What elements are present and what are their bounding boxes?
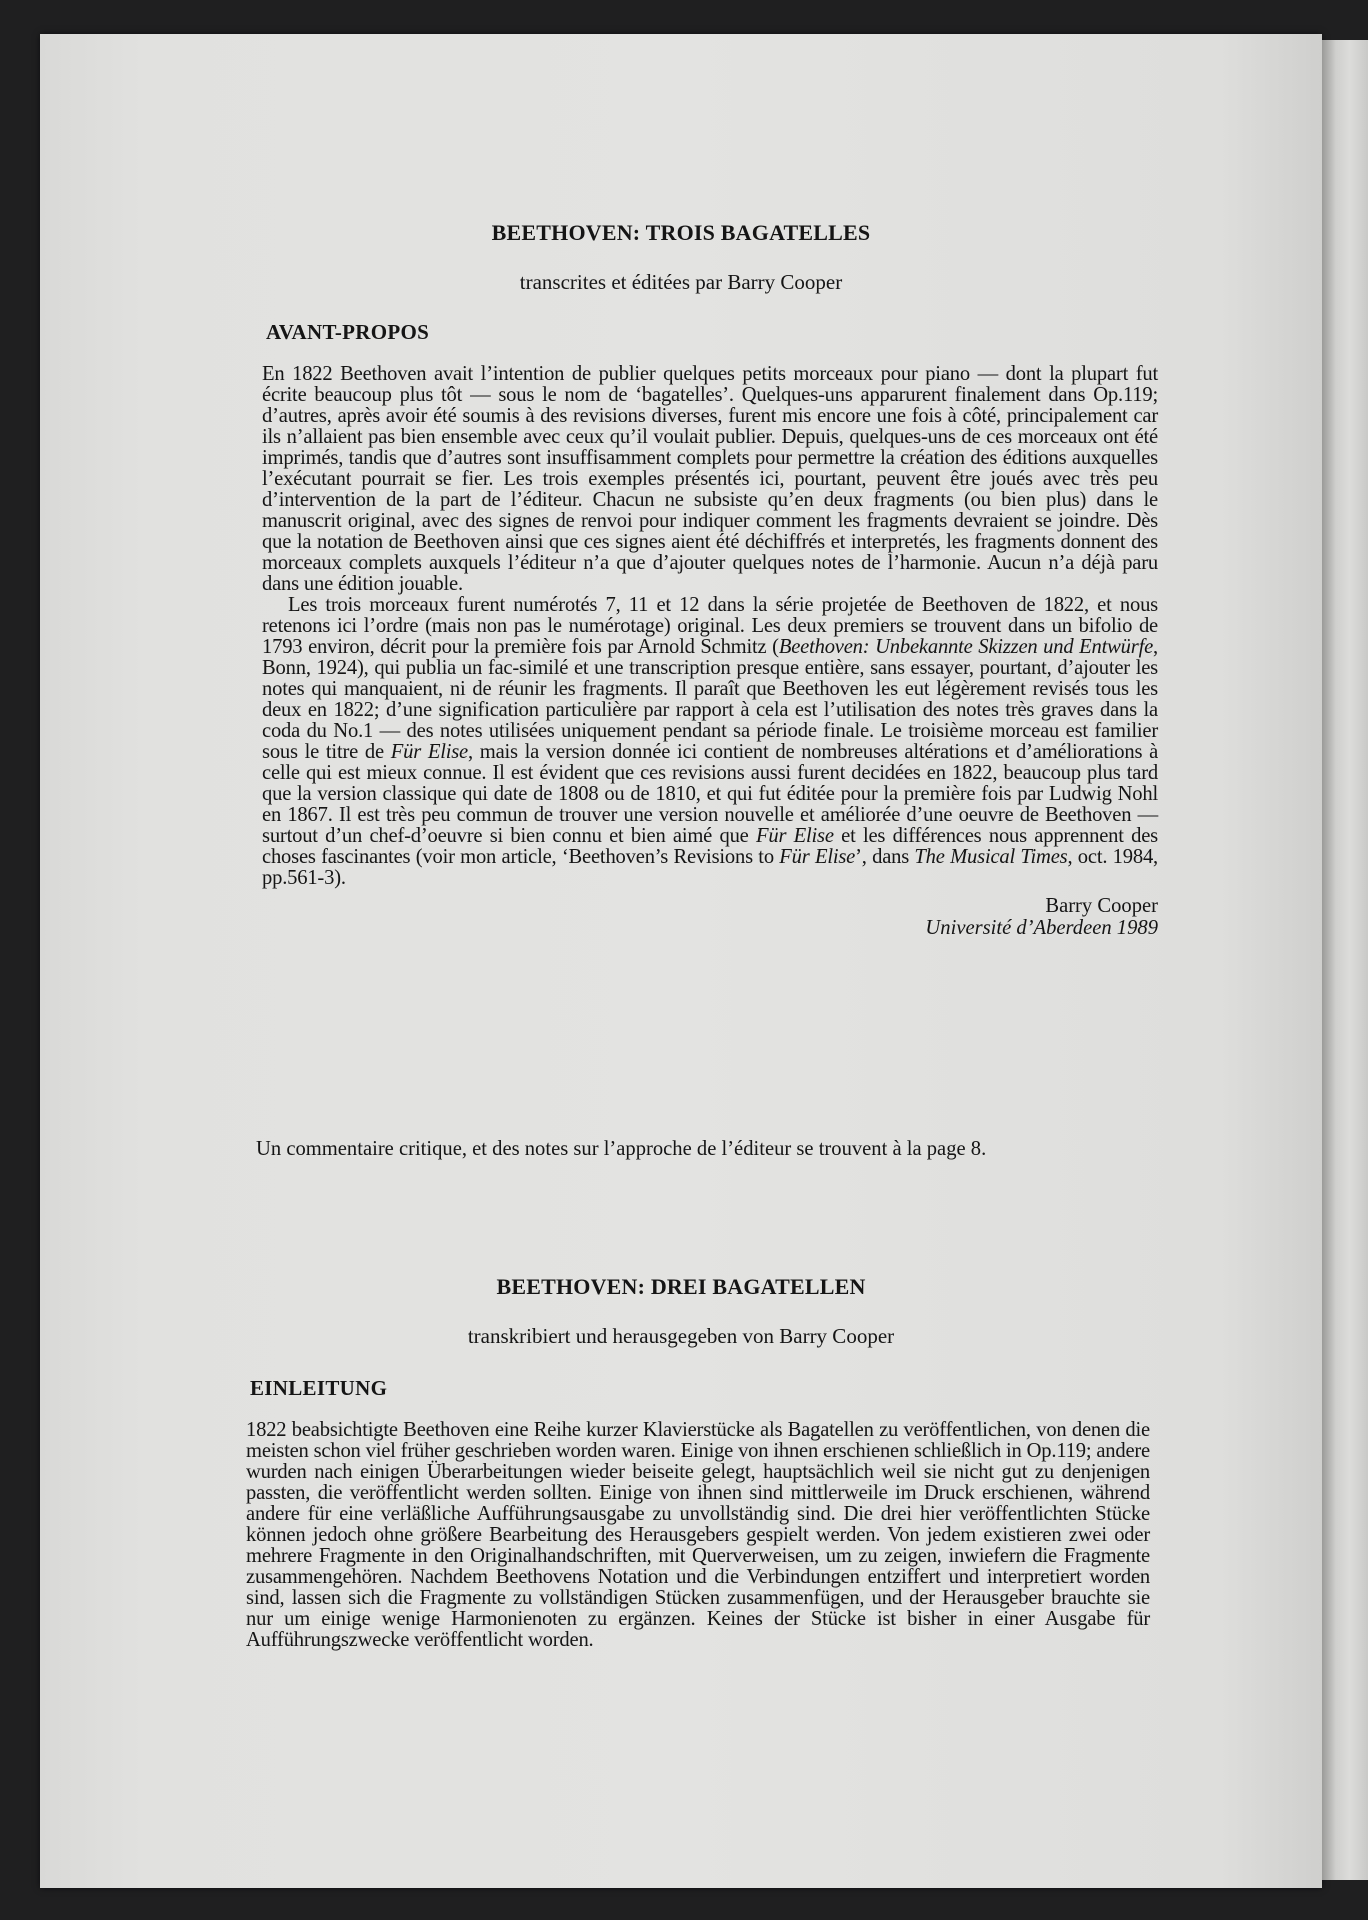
french-body xyxy=(262,364,1158,939)
french-paragraph-2: Les trois morceaux furent numérotés 7, 11 et 12 dans la série projetée de Beethoven de 1822, et nous retenons ici l’ordre (mais non pas le numérotage) original. Les deux premiers se trouvent dans un bifolio de 1793 environ, décrit pour la première fois par Arnold Schmitz (Beethoven: Unbekannte Skizzen und Entwürfe, Bonn, 1924), qui publia un fac-similé et une transcription presque entière, sans essayer, pourtant, d’ajouter les notes qui manquaient, ni de réunir les fragments. Il paraît que Beethoven les eut légèrement revisés tous les deux en 1822; d’une signification particulière par rapport à cela est l’utilisation des notes très graves dans la coda du No.1 — des notes utilisées uniquement pendant sa période finale. Le troisième morceau est familier sous le titre de Für Elise, mais la version donnée ici contient de nombreuses altérations et d’améliorations à celle qui est mieux connue. Il est évident que ces revisions aussi furent decidées en 1822, beaucoup plus tard que la version classique qui date de 1808 ou de 1810, et qui fut éditée pour la première fois par Ludwig Nohl en 1867. Il est très peu commun de trouver une version nouvelle et améliorée d’une oeuvre de Beethoven — surtout d’un chef-d’oeuvre si bien connu et bien aimé que Für Elise et les différences nous apprennent des choses fascinantes (voir mon article, ‘Beethoven’s Revisions to Für Elise’, dans The Musical Times, oct. 1984, pp.561-3). xyxy=(262,594,1159,889)
french-subtitle: transcrites et éditées par Barry Cooper xyxy=(519,270,843,294)
author-affiliation: Université d’Aberdeen 1989 xyxy=(925,917,1158,939)
german-heading: EINLEITUNG xyxy=(250,1376,388,1400)
german-title: BEETHOVEN: DREI BAGATELLEN xyxy=(496,1274,866,1299)
next-page-edge xyxy=(1322,40,1368,1880)
french-paragraph-1: En 1822 Beethoven avait l’intention de publier quelques petits morceaux pour piano — dont la plupart fut écrite beaucoup plus tôt — sous le nom de ‘bagatelles’. Quelques-uns apparurent finalement dans Op.119; d’autres, après avoir été soumis à des revisions diverses, furent mis encore une fois à côté, principalement car ils n’allaient pas bien ensemble avec ceux qu’il voulait publier. Depuis, quelques-uns de ces morceaux ont été imprimés, tandis que d’autres sont insuffisamment complets pour permettre la création des éditions auxquelles l’exécutant pourrait se fier. Les trois exemples présentés ici, pourtant, peuvent être joués avec très peu d’intervention de la part de l’éditeur. Chacun ne subsiste qu’en deux fragments (ou bien plus) dans le manuscrit original, avec des signes de renvoi pour indiquer comment les fragments devraient se joindre. Dès que la notation de Beethoven ainsi que ces signes aient été déchiffrés et interpretés, les fragments donnent des morceaux complets auxquels l’éditeur n’a que d’ajouter quelques notes de l’harmonie. Aucun n’a déjà paru dans une édition jouable. xyxy=(262,363,1158,595)
german-body xyxy=(246,1420,1150,1651)
german-subtitle: transkribiert und herausgegeben von Barry Cooper xyxy=(467,1324,895,1348)
french-signature xyxy=(262,895,1158,939)
author-name: Barry Cooper xyxy=(1045,895,1158,917)
french-heading: AVANT-PROPOS xyxy=(266,320,430,344)
document-page xyxy=(40,34,1322,1888)
french-note: Un commentaire critique, et des notes sur l’approche de l’éditeur se trouvent à la page 8. xyxy=(256,1138,987,1160)
french-title: BEETHOVEN: TROIS BAGATELLES xyxy=(491,220,871,245)
german-paragraph-1: 1822 beabsichtigte Beethoven eine Reihe kurzer Klavierstücke als Bagatellen zu veröffentlichen, von denen die meisten schon viel früher geschrieben worden waren. Einige von ihnen erschienen schließlich in Op.119; andere wurden nach einigen Überarbeitungen wieder beiseite gelegt, hauptsächlich weil sie nicht gut zu denjenigen passten, die veröffentlicht werden sollten. Einige von ihnen sind mittlerweile im Druck erschienen, während andere für eine verläßliche Aufführungsausgabe zu unvollständig sind. Die drei hier veröffentlichten Stücke können jedoch ohne größere Bearbeitung des Herausgebers gespielt werden. Von jedem existieren zwei oder mehrere Fragmente in den Originalhandschriften, mit Querverweisen, um zu zeigen, inwiefern die Fragmente zusammengehören. Nachdem Beethovens Notation und die Verbindungen entziffert und interpretiert worden sind, lassen sich die Fragmente zu vollständigen Stücken zusammenfügen, und der Herausgeber brauchte sie nur um einige wenige Harmonienoten zu ergänzen. Keines der Stücke ist bisher in einer Ausgabe für Aufführungszwecke veröffentlicht worden. xyxy=(246,1419,1150,1651)
